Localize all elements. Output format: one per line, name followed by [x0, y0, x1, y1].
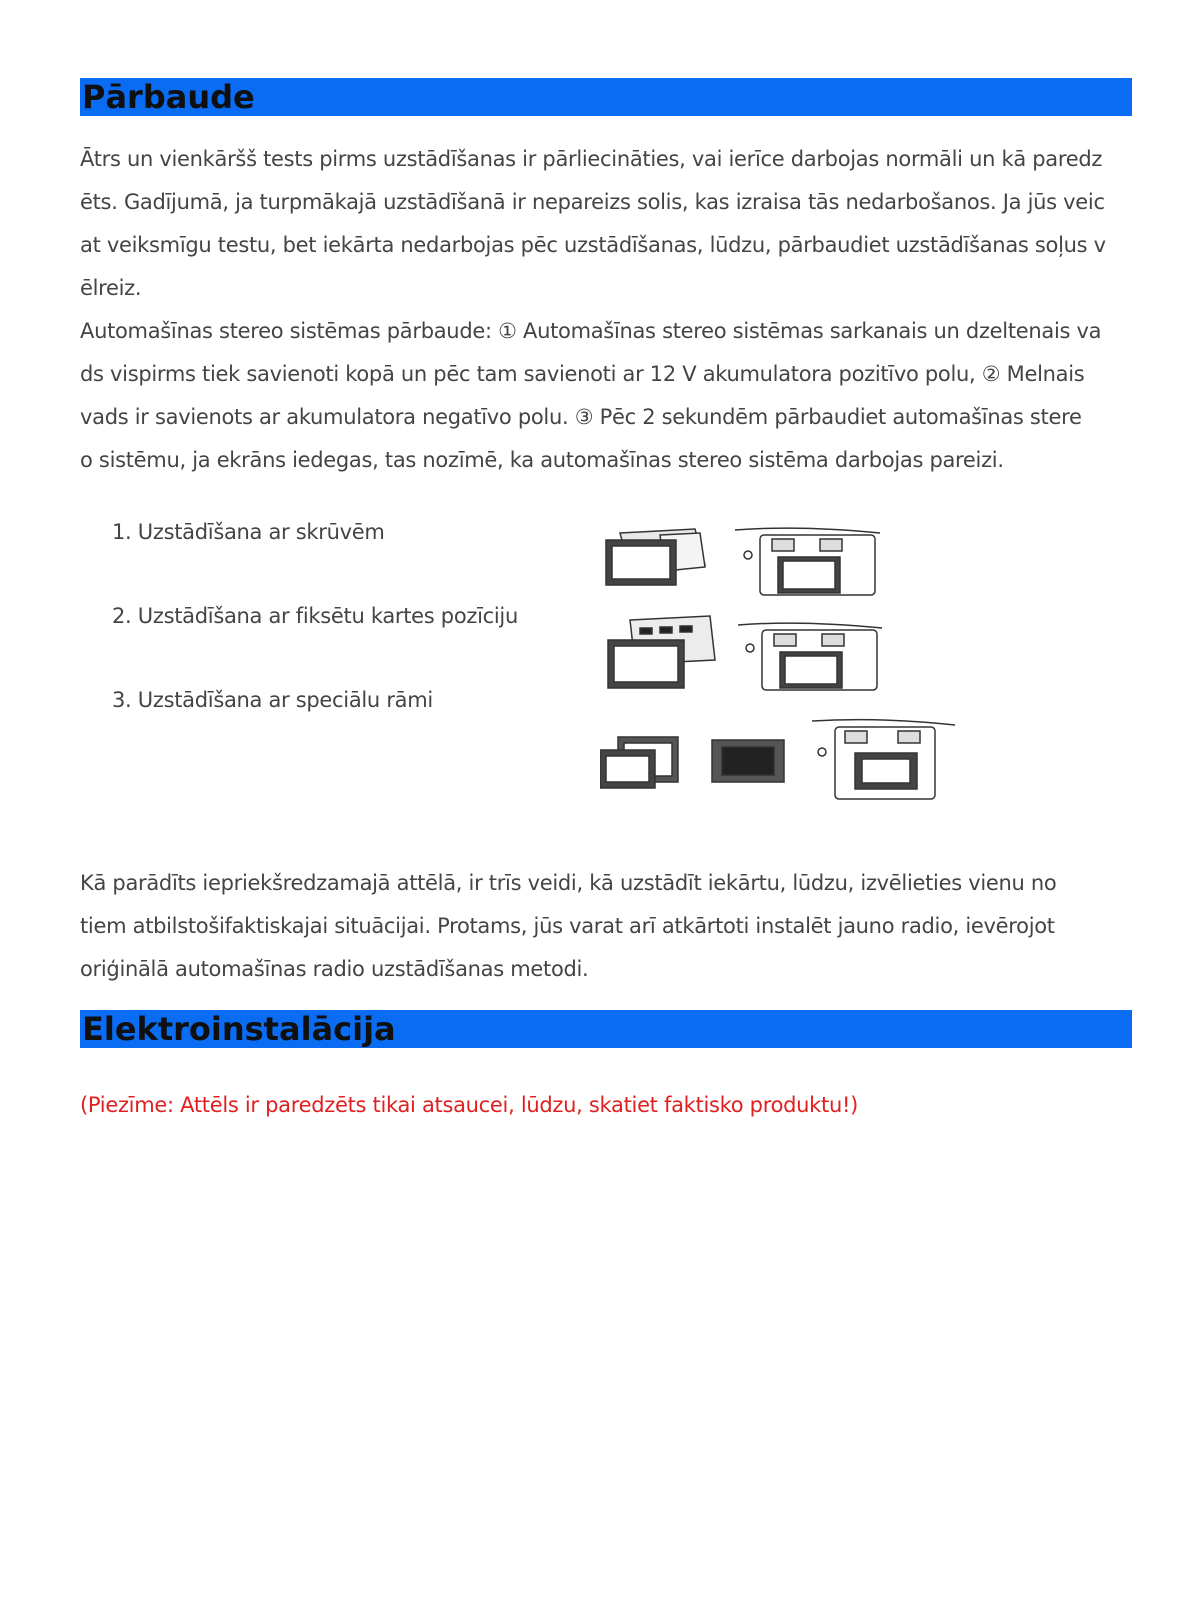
install-screws-illustration — [606, 528, 880, 595]
text-line: vads ir savienots ar akumulatora negatīvo polu. ③ Pēc 2 sekundēm pārbaudiet automašīnas stere — [80, 405, 1082, 429]
list-item: 1. Uzstādīšana ar skrūvēm — [112, 520, 385, 544]
list-item: 2. Uzstādīšana ar fiksētu kartes pozīciju — [112, 604, 518, 628]
text-line: Automašīnas stereo sistēmas pārbaude: ① Automašīnas stereo sistēmas sarkanais un dzeltenais va — [80, 319, 1102, 343]
note-text: (Piezīme: Attēls ir paredzēts tikai atsaucei, lūdzu, skatiet faktisko produktu!) — [80, 1093, 858, 1117]
text-line: ēts. Gadījumā, ja turpmākajā uzstādīšanā ir nepareizs solis, kas izraisa tās nedarbošanos. Ja jūs veic — [80, 190, 1105, 214]
install-frame-illustration — [600, 720, 955, 799]
section-heading-parbaude: Pārbaude — [80, 78, 1132, 116]
text-line: ds vispirms tiek savienoti kopā un pēc tam savienoti ar 12 V akumulatora pozitīvo polu, ② Melnais — [80, 362, 1085, 386]
text-line: o sistēmu, ja ekrāns iedegas, tas nozīmē, ka automašīnas stereo sistēma darbojas pareizi. — [80, 448, 1004, 472]
text-line: tiem atbilstošifaktiskajai situācijai. Protams, jūs varat arī atkārtoti instalēt jauno radio, ievērojot — [80, 914, 1055, 938]
install-card-position-illustration — [608, 616, 882, 690]
text-line: Kā parādīts iepriekšredzamajā attēlā, ir trīs veidi, kā uzstādīt iekārtu, lūdzu, izvēlieties vienu no — [80, 871, 1057, 895]
text-line: Ātrs un vienkāršš tests pirms uzstādīšanas ir pārliecināties, vai ierīce darbojas normāli un kā paredz — [80, 147, 1103, 171]
car-stereo-install-diagram-icon — [600, 525, 1000, 830]
text-line: at veiksmīgu testu, bet iekārta nedarbojas pēc uzstādīšanas, lūdzu, pārbaudiet uzstādīšanas soļus v — [80, 233, 1106, 257]
text-line: oriģinālā automašīnas radio uzstādīšanas metodi. — [80, 957, 589, 981]
intro-paragraph — [80, 138, 1140, 482]
list-item: 3. Uzstādīšana ar speciālu rāmi — [112, 688, 433, 712]
outro-paragraph — [80, 862, 1140, 991]
section-heading-elektroinstalacija: Elektroinstalācija — [80, 1010, 1132, 1048]
text-line: ēlreiz. — [80, 276, 142, 300]
